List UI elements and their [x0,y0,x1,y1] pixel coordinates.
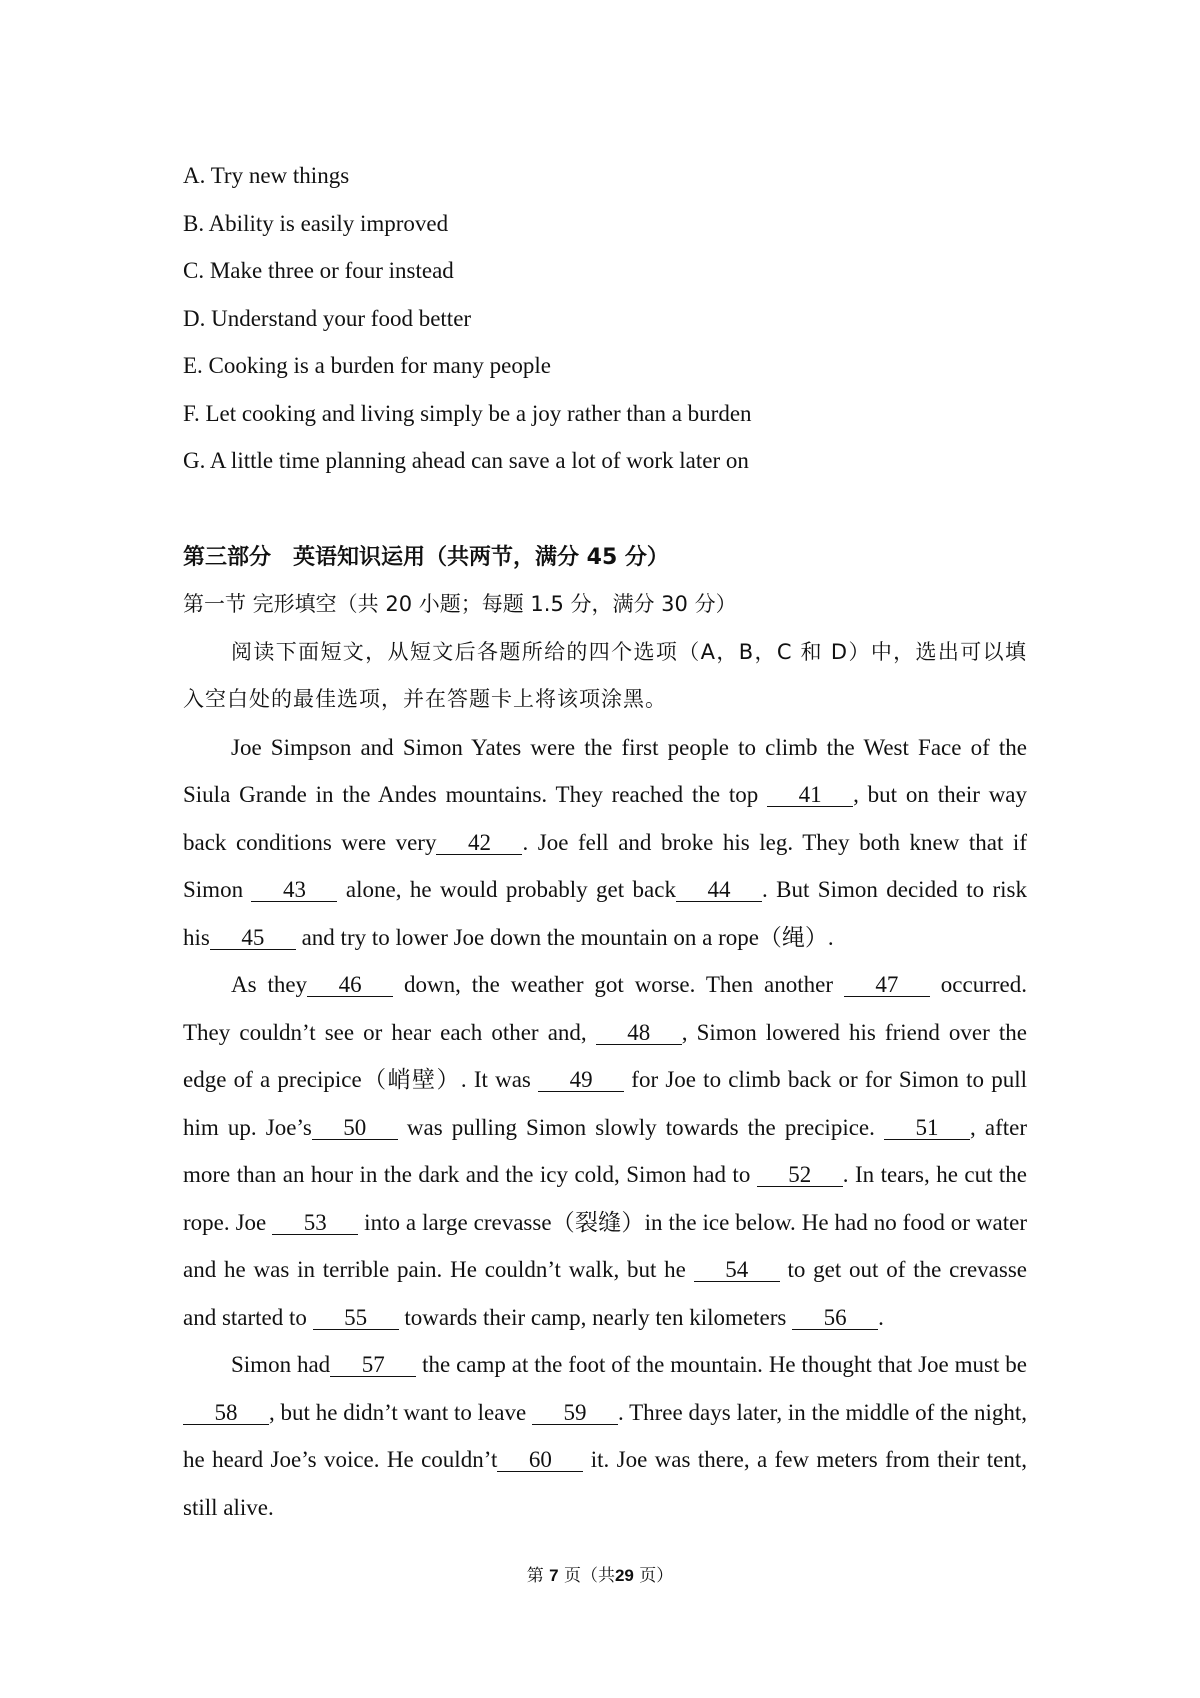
blank-54: 54 [694,1259,780,1282]
blank-45: 45 [210,927,296,950]
blank-47: 47 [844,974,930,997]
blank-46: 46 [307,974,393,997]
option-c: C. Make three or four instead [183,258,454,283]
blank-55: 55 [313,1307,399,1330]
blank-43: 43 [251,879,337,902]
option-a: A. Try new things [183,163,350,188]
passage-paragraph-3: Simon had 57 the camp at the foot of the mountain. He thought that Joe must be58 , but he didn’t want to leave 59 . Three days later, in the middle of the night, he heard Joe’s voice. He couldn’t 60 it. Joe was there, a few meters from their tent, still alive. [183,1352,1027,1520]
blank-57: 57 [330,1354,416,1377]
page-content [183,152,1027,1531]
blank-51: 51 [884,1117,970,1140]
section-subtitle: 第一节 完形填空（共 20 小题；每题 1.5 分，满分 30 分） [183,592,737,616]
option-d: D. Understand your food better [183,305,472,331]
blank-56: 56 [792,1307,878,1330]
passage-paragraph-1: Joe Simpson and Simon Yates were the first people to climb the West Face of the Siula Grande in the Andes mountains. They reached the top 41 , but on their way back conditions were very 42 . Joe fell and broke his leg. They both knew that if Simon 43 alone, he would probably get back 44 . But Simon decided to risk his 45 and try to lower Joe down the mountain on a rope（绳）. [183,734,1028,950]
option-e: E. Cooking is a burden for many people [183,353,551,378]
blank-52: 52 [757,1164,843,1187]
page-footer: 第 7 页（共29 页） [526,1566,674,1586]
passage-paragraph-2: As they 46 down, the weather got worse. Then another 47 occurred. They couldn’t see or hear each other and, 48 , Simon lowered his friend over the edge of a precipice（峭壁）. It was 49 for Joe to climb back or for Simon to pull him up. Joe’s 50 was pulling Simon slowly towards the precipice. 51 , after more than an hour in the dark and the icy cold, Simon had to 52 . In tears, he cut the rope. Joe 53 into a large crevasse（裂缝）in the ice below. He had no food or water and he was in terrible pain. He couldn’t walk, but he 54 to get out of the crevasse and started to 55 towards their camp, nearly ten kilometers 56 . [183,972,1028,1330]
blank-44: 44 [676,879,762,902]
section-title: 第三部分 英语知识运用（共两节，满分 45 分） [183,544,669,570]
blank-59: 59 [532,1402,618,1425]
option-g: G. A little time planning ahead can save a lot of work later on [183,448,749,473]
option-b: B. Ability is easily improved [183,210,449,236]
page-number: 7 [549,1566,559,1585]
option-f: F. Let cooking and living simply be a joy rather than a burden [183,400,752,426]
blank-48: 48 [596,1022,682,1045]
blank-41: 41 [767,784,853,807]
blank-42: 42 [436,832,522,855]
blank-49: 49 [538,1069,624,1092]
blank-58: 58 [183,1402,269,1425]
blank-53: 53 [272,1212,358,1235]
section-instructions: 阅读下面短文，从短文后各题所给的四个选项（A，B，C 和 D）中，选出可以填入空白处的最佳选项，并在答题卡上将该项涂黑。 [183,639,1027,711]
blank-50: 50 [312,1117,398,1140]
total-pages: 29 [614,1566,634,1585]
blank-60: 60 [497,1449,583,1472]
